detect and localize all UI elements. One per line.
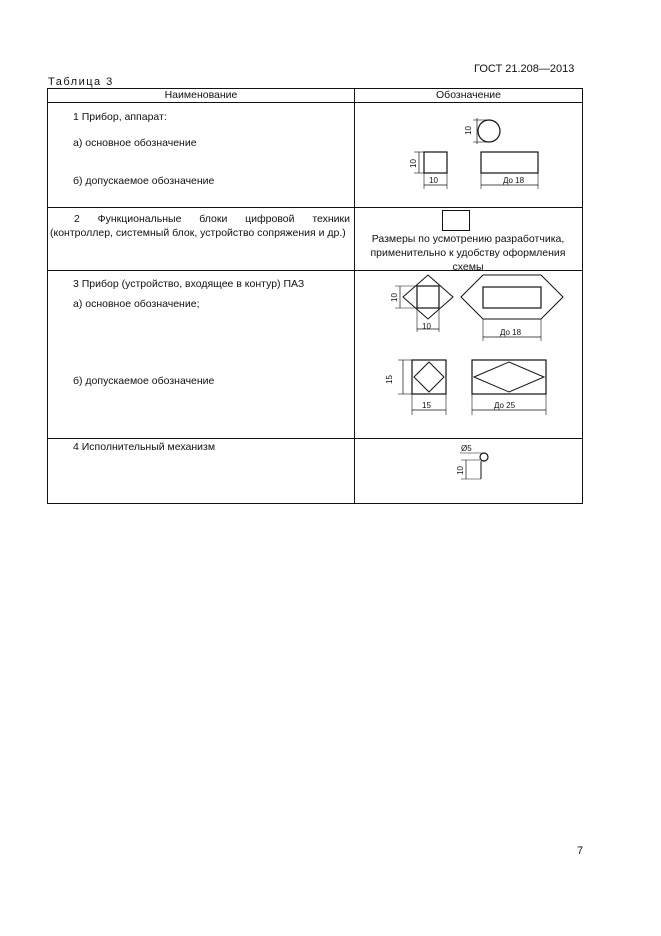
row2-note: Размеры по усмотрению разработчика, применительно к удобству оформления схемы	[370, 233, 566, 273]
row1-title: 1 Прибор, аппарат:	[73, 111, 167, 123]
paz-long-diamond-symbol	[461, 275, 563, 319]
column-header-symbol: Обозначение	[436, 89, 501, 101]
dim-label: До 18	[500, 328, 522, 337]
instrument-square-symbol	[424, 152, 447, 173]
instrument-circle-symbol	[478, 120, 500, 142]
dim-label: 10	[464, 126, 473, 135]
dim-label: 10	[456, 466, 465, 475]
page-number: 7	[577, 845, 584, 857]
row3-sub-b: б) допускаемое обозначение	[73, 375, 215, 387]
dim-label: 10	[422, 322, 431, 331]
row4-title: 4 Исполнительный механизм	[73, 441, 216, 453]
paz-square-symbol	[412, 360, 446, 394]
row1-sub-a: а) основное обозначение	[73, 137, 197, 149]
symbols-table	[47, 88, 583, 504]
table-caption: Таблица 3	[48, 76, 114, 88]
symbol-drawings	[48, 89, 584, 505]
actuator-symbol	[480, 453, 488, 461]
dim-label: До 18	[503, 176, 525, 185]
dim-label: Ø5	[461, 444, 472, 453]
row3-title: 3 Прибор (устройство, входящее в контур) ПАЗ	[73, 278, 305, 290]
row1-sub-b: б) допускаемое обозначение	[73, 175, 215, 187]
row2-title: 2 Функциональные блоки цифровой техники (контроллер, системный блок, устройство сопряжения и др.)	[50, 213, 350, 239]
instrument-long-rect-symbol	[481, 152, 538, 173]
paz-diamond-symbol	[403, 275, 453, 319]
dim-label: До 25	[494, 401, 516, 410]
row3-sub-a: а) основное обозначение;	[73, 298, 200, 310]
column-header-name: Наименование	[164, 89, 238, 101]
dim-label: 15	[422, 401, 431, 410]
dim-label: 10	[429, 176, 438, 185]
dim-label: 10	[409, 159, 418, 168]
dim-label: 15	[385, 375, 394, 384]
document-standard-number: ГОСТ 21.208—2013	[474, 63, 575, 75]
dim-label: 10	[390, 293, 399, 302]
paz-long-rect-symbol	[472, 360, 546, 394]
